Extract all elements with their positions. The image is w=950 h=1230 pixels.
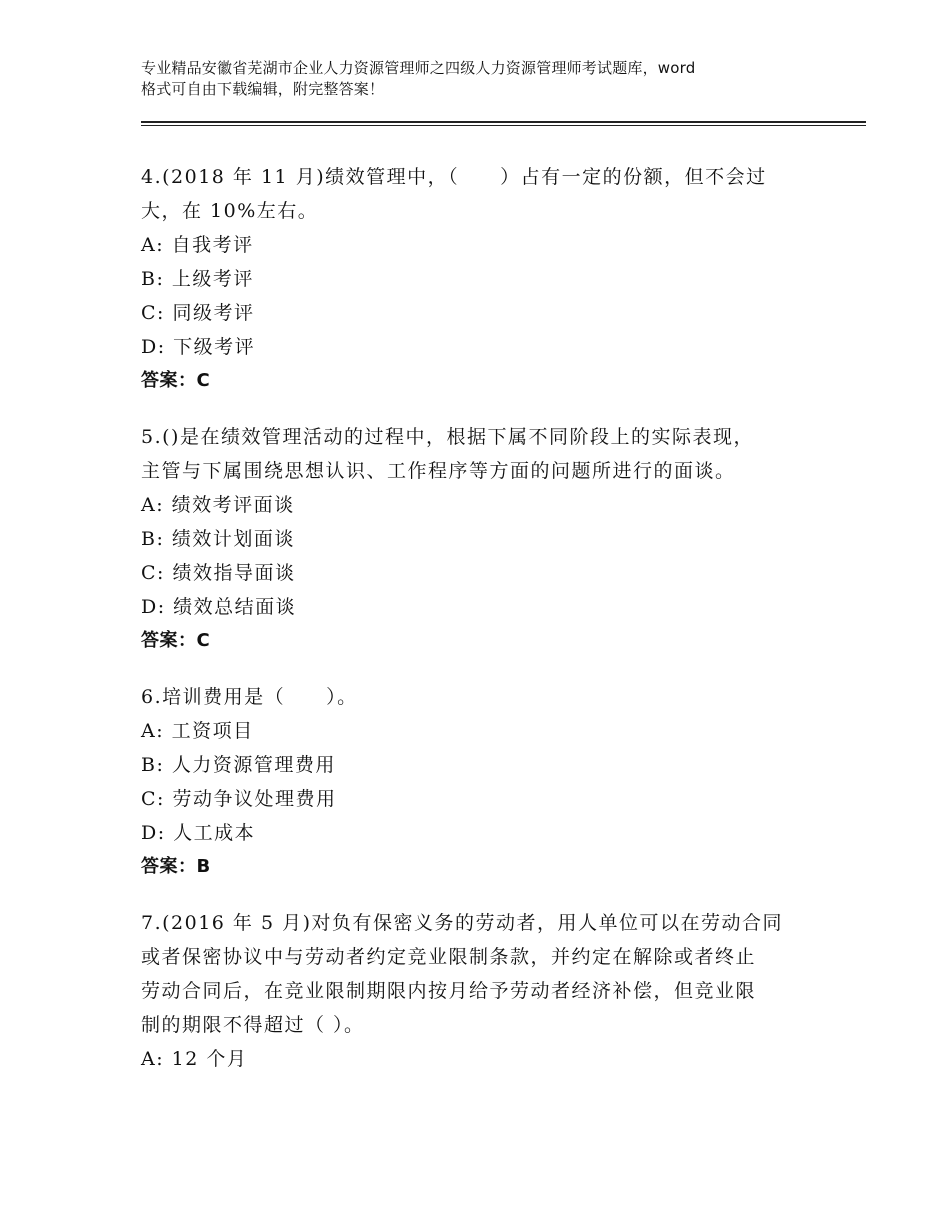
question-list bbox=[141, 160, 821, 1098]
option-d: D: 绩效总结面谈 bbox=[141, 596, 297, 618]
header-divider-thin bbox=[141, 125, 866, 126]
header-divider-thick bbox=[141, 121, 866, 123]
question-stem-line: 6.培训费用是（ ）。 bbox=[141, 686, 358, 708]
option-c: C: 劳动争议处理费用 bbox=[141, 788, 337, 810]
option-a: A: 自我考评 bbox=[141, 234, 254, 256]
answer-label: 答案：C bbox=[141, 630, 211, 651]
question-4 bbox=[141, 160, 821, 398]
option-c: C: 绩效指导面谈 bbox=[141, 562, 296, 584]
question-stem-line: 大，在 10%左右。 bbox=[141, 200, 319, 222]
option-a: A: 12 个月 bbox=[141, 1048, 248, 1070]
question-stem-line: 4.(2018 年 11 月)绩效管理中，（ ）占有一定的份额，但不会过 bbox=[141, 166, 767, 188]
option-b: B: 人力资源管理费用 bbox=[141, 754, 336, 776]
question-stem-line: 或者保密协议中与劳动者约定竞业限制条款，并约定在解除或者终止 bbox=[141, 946, 757, 968]
question-6 bbox=[141, 680, 821, 884]
question-7 bbox=[141, 906, 821, 1076]
question-stem-line: 主管与下属围绕思想认识、工作程序等方面的问题所进行的面谈。 bbox=[141, 460, 736, 482]
option-a: A: 工资项目 bbox=[141, 720, 254, 742]
document-header bbox=[141, 58, 841, 100]
answer-label: 答案：C bbox=[141, 370, 211, 391]
question-stem-line: 7.(2016 年 5 月)对负有保密义务的劳动者，用人单位可以在劳动合同 bbox=[141, 912, 784, 934]
option-d: D: 人工成本 bbox=[141, 822, 256, 844]
option-a: A: 绩效考评面谈 bbox=[141, 494, 295, 516]
header-line-2: 格式可自由下载编辑，附完整答案！ bbox=[141, 80, 385, 98]
option-c: C: 同级考评 bbox=[141, 302, 255, 324]
question-stem-line: 制的期限不得超过（ ）。 bbox=[141, 1014, 365, 1036]
question-5 bbox=[141, 420, 821, 658]
option-b: B: 绩效计划面谈 bbox=[141, 528, 295, 550]
option-d: D: 下级考评 bbox=[141, 336, 256, 358]
question-stem-line: 5.()是在绩效管理活动的过程中，根据下属不同阶段上的实际表现， bbox=[141, 426, 754, 448]
header-line-1: 专业精品安徽省芜湖市企业人力资源管理师之四级人力资源管理师考试题库，word bbox=[141, 59, 696, 77]
answer-label: 答案：B bbox=[141, 856, 211, 877]
option-b: B: 上级考评 bbox=[141, 268, 254, 290]
question-stem-line: 劳动合同后，在竞业限制期限内按月给予劳动者经济补偿，但竞业限 bbox=[141, 980, 757, 1002]
